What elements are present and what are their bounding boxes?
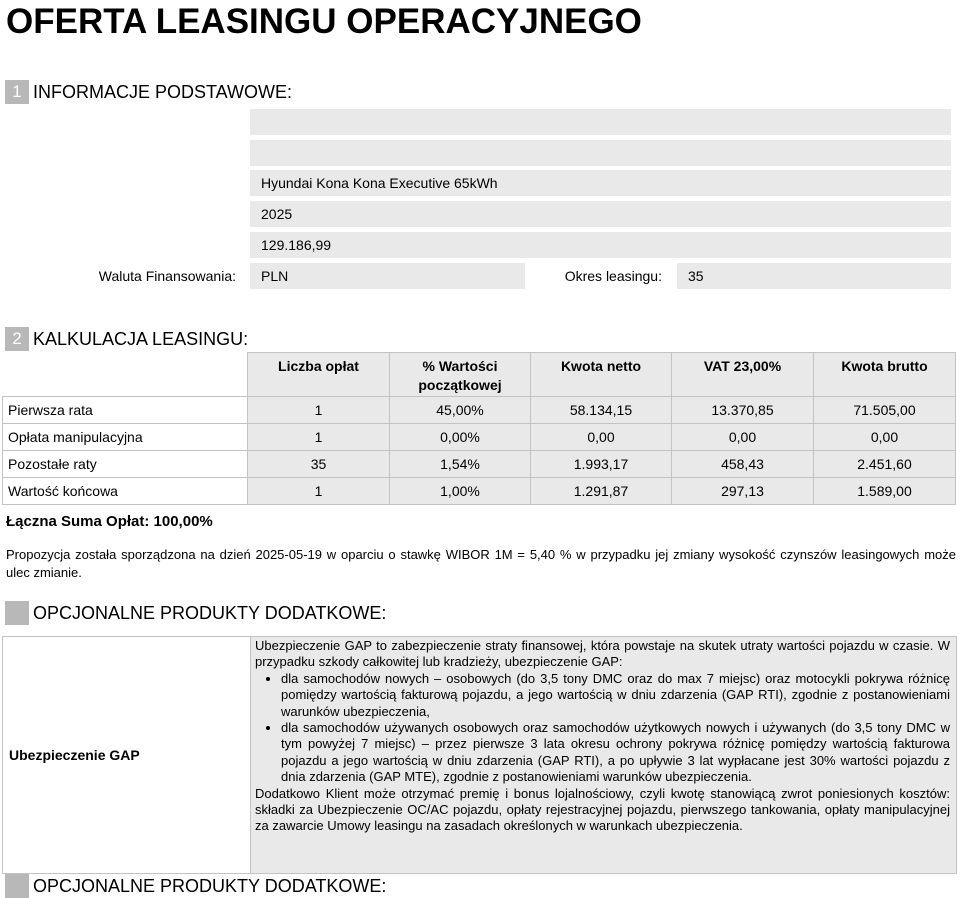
section-calculation-header xyxy=(5,327,248,351)
section-title: OPCJONALNE PRODUKTY DODATKOWE: xyxy=(33,876,387,896)
section-optional-products-header-2 xyxy=(5,874,386,898)
period-field: 35 xyxy=(677,263,951,289)
gap-bullet-new-cars: • dla samochodów nowych – osobowych (do 3,5 tony DMC oraz do max 7 miejsc) oraz motocykli pokrywa różnicę pomiędzy wartością fakturową pojazdu, a jego wartością w dniu zdarzenia (GAP RTI), zgodnie z postanowieniami warunków ubezpieczenia, xyxy=(281,671,950,720)
table-header-row xyxy=(3,353,956,397)
cell-gross: 2.451,60 xyxy=(814,451,956,478)
gap-insurance-box xyxy=(2,636,957,874)
col-header-count: Liczba opłat xyxy=(248,353,390,397)
cell-percent: 45,00% xyxy=(390,397,531,424)
section-number: 2 xyxy=(5,327,29,351)
gap-bullet-list xyxy=(255,671,950,786)
cell-net: 1.993,17 xyxy=(531,451,672,478)
cell-count: 1 xyxy=(248,478,390,505)
section-number-blank xyxy=(5,874,29,898)
gap-intro: Ubezpieczenie GAP to zabezpieczenie straty finansowej, która powstaje na skutek utraty wartości pojazdu w czasie. W przypadku szkody całkowitej lub kradzieży, ubezpieczenie GAP: xyxy=(255,638,950,670)
col-header-gross: Kwota brutto xyxy=(814,353,956,397)
nip-field xyxy=(250,140,951,166)
offer-for-field xyxy=(250,109,951,135)
year-field: 2025 xyxy=(250,201,951,227)
page-title: OFERTA LEASINGU OPERACYJNEGO xyxy=(6,2,642,41)
gap-insurance-label: Ubezpieczenie GAP xyxy=(3,637,251,873)
gap-bullet-used-cars: • dla samochodów używanych osobowych oraz samochodów użytkowych nowych i używanych (do 3,5 tony DMC w tym powyżej 7 miejsc) – przez pierwsze 3 lata okresu ochrony pokrywa różnicę pomiędzy wartością fakturowa pojazdu a jego wartością w dniu zdarzenia (GAP RTI), a po upływie 3 lat wypłacane jest 30% wartości pojazdu z dnia zdarzenia (GAP MTE), zgodnie z postanowieniami warunków ubezpieczenia. xyxy=(281,720,950,786)
section-number-blank xyxy=(5,601,29,625)
gap-insurance-description xyxy=(251,637,956,873)
section-title: OPCJONALNE PRODUKTY DODATKOWE: xyxy=(33,603,387,623)
section-optional-products-header xyxy=(5,601,386,625)
table-row xyxy=(3,451,956,478)
section-title: KALKULACJA LEASINGU: xyxy=(33,329,249,349)
price-field: 129.186,99 xyxy=(250,232,951,258)
cell-vat: 458,43 xyxy=(672,451,814,478)
cell-count: 1 xyxy=(248,397,390,424)
cell-percent: 0,00% xyxy=(390,424,531,451)
total-payments: Łączna Suma Opłat: 100,00% xyxy=(6,513,213,530)
section-number: 1 xyxy=(5,80,29,104)
gap-outro: Dodatkowo Klient może otrzymać premię i bonus lojalnościowy, czyli kwotę stanowiącą zwrot poniesionych kosztów: składki za Ubezpieczenie OC/AC pojazdu, opłaty rejestracyjnej pojazdu, pierwszego tankowania, opłaty manipulacyjnej za zawarcie Umowy leasingu na zasadach określonych w warunkach ubezpieczenia. xyxy=(255,785,950,834)
table-row xyxy=(3,424,956,451)
currency-field: PLN xyxy=(250,263,525,289)
col-header-percent: % Wartości początkowej xyxy=(390,353,531,397)
subject-field: Hyundai Kona Kona Executive 65kWh xyxy=(250,170,951,196)
cell-vat: 13.370,85 xyxy=(672,397,814,424)
section-title: INFORMACJE PODSTAWOWE: xyxy=(33,82,292,102)
table-row xyxy=(3,478,956,505)
cell-percent: 1,54% xyxy=(390,451,531,478)
row-label: Opłata manipulacyjna xyxy=(3,424,248,451)
col-header-net: Kwota netto xyxy=(531,353,672,397)
row-label: Pozostałe raty xyxy=(3,451,248,478)
table-row xyxy=(3,397,956,424)
row-currency-period xyxy=(0,263,969,289)
row-label: Wartość końcowa xyxy=(3,478,248,505)
section-basic-info-header xyxy=(5,80,292,104)
calculation-table xyxy=(2,352,956,505)
cell-percent: 1,00% xyxy=(390,478,531,505)
row-label: Pierwsza rata xyxy=(3,397,248,424)
cell-gross: 0,00 xyxy=(814,424,956,451)
cell-net: 1.291,87 xyxy=(531,478,672,505)
cell-count: 1 xyxy=(248,424,390,451)
wibor-note: Propozycja została sporządzona na dzień 2025-05-19 w oparciu o stawkę WIBOR 1M = 5,40 % w przypadku jej zmiany wysokość czynszów leasingowych może ulec zmianie. xyxy=(6,547,956,580)
cell-gross: 1.589,00 xyxy=(814,478,956,505)
cell-net: 0,00 xyxy=(531,424,672,451)
cell-gross: 71.505,00 xyxy=(814,397,956,424)
cell-net: 58.134,15 xyxy=(531,397,672,424)
cell-vat: 297,13 xyxy=(672,478,814,505)
col-header-vat: VAT 23,00% xyxy=(672,353,814,397)
cell-vat: 0,00 xyxy=(672,424,814,451)
period-label: Okres leasingu: xyxy=(564,268,662,284)
table-header-blank xyxy=(3,353,248,397)
currency-label: Waluta Finansowania: xyxy=(98,268,236,284)
cell-count: 35 xyxy=(248,451,390,478)
